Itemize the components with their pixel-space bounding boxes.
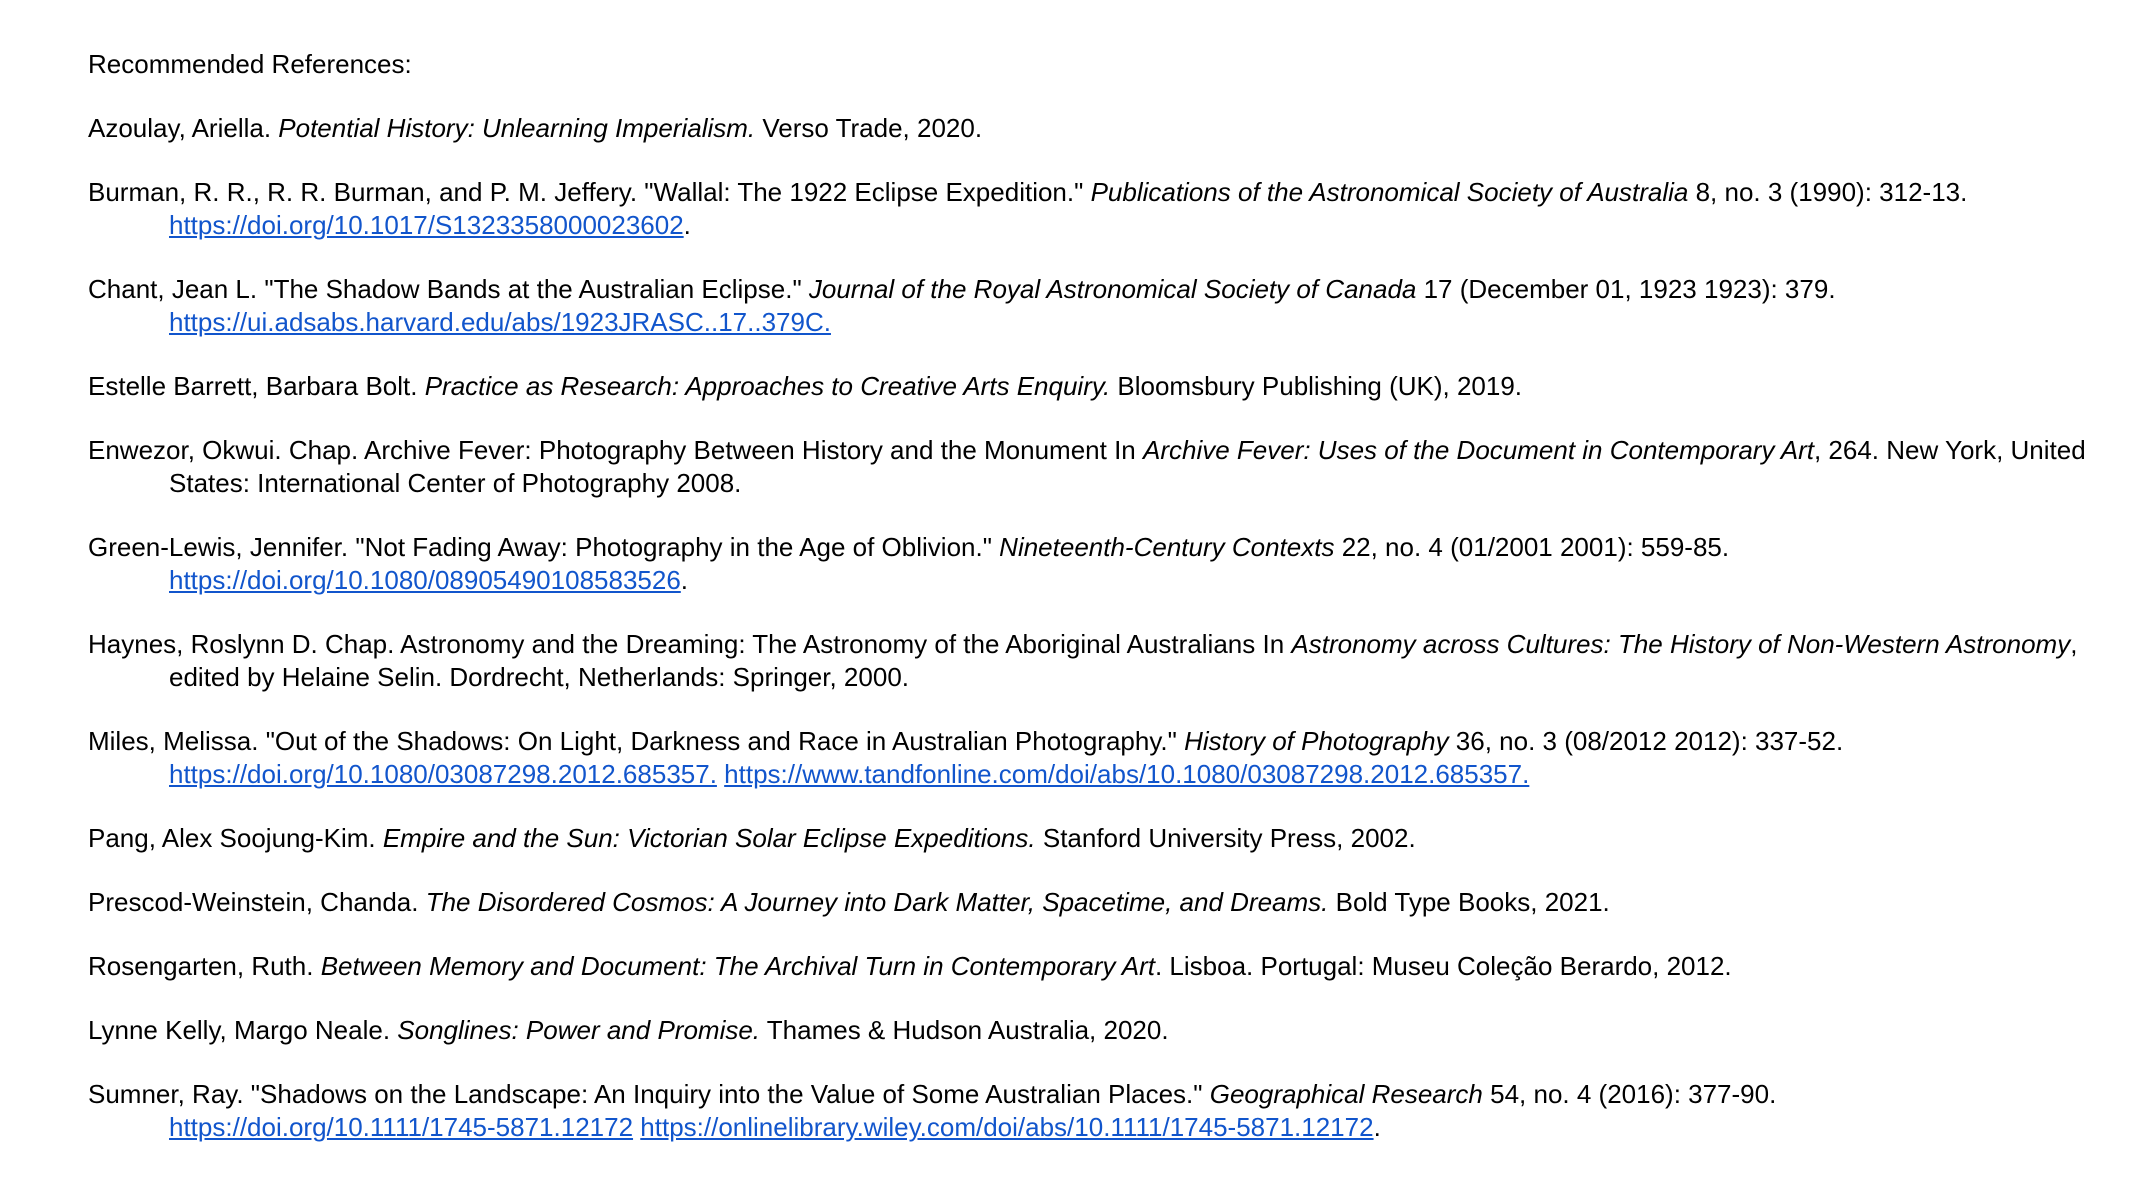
reference-link[interactable]: https://doi.org/10.1017/S1323358000023602 xyxy=(169,210,684,240)
reference-entry xyxy=(88,434,2088,500)
reference-authors: Prescod-Weinstein, Chanda. xyxy=(88,887,426,917)
reference-authors: Green-Lewis, Jennifer. "Not Fading Away: Photography in the Age of Oblivion." xyxy=(88,532,1000,562)
reference-end-punctuation: . xyxy=(683,210,691,240)
reference-entry xyxy=(88,950,2088,983)
reference-entry xyxy=(88,1014,2088,1047)
reference-entry xyxy=(88,370,2088,403)
reference-entry xyxy=(88,531,2088,597)
reference-end-punctuation: . xyxy=(1373,1112,1381,1142)
references-page xyxy=(88,48,2088,1175)
reference-authors: Chant, Jean L. "The Shadow Bands at the Australian Eclipse." xyxy=(88,274,809,304)
reference-title: The Disordered Cosmos: A Journey into Dark Matter, Spacetime, and Dreams. xyxy=(425,887,1329,917)
reference-link[interactable]: https://doi.org/10.1080/03087298.2012.685357. xyxy=(169,759,717,789)
reference-link[interactable]: https://ui.adsabs.harvard.edu/abs/1923JRASC..17..379C. xyxy=(169,307,831,337)
reference-details: 8, no. 3 (1990): 312-13. xyxy=(1688,177,1968,207)
reference-details: Bloomsbury Publishing (UK), 2019. xyxy=(1110,371,1523,401)
reference-entry xyxy=(88,725,2088,791)
reference-details: 22, no. 4 (01/2001 2001): 559-85. xyxy=(1334,532,1730,562)
reference-details: 36, no. 3 (08/2012 2012): 337-52. xyxy=(1448,726,1844,756)
reference-link[interactable]: https://onlinelibrary.wiley.com/doi/abs/10.1111/1745-5871.12172 xyxy=(640,1112,1374,1142)
reference-link[interactable]: https://www.tandfonline.com/doi/abs/10.1080/03087298.2012.685357. xyxy=(724,759,1530,789)
reference-title: Between Memory and Document: The Archival Turn in Contemporary Art xyxy=(320,951,1155,981)
reference-entry xyxy=(88,822,2088,855)
references-list xyxy=(88,112,2088,1144)
reference-title: Potential History: Unlearning Imperialism. xyxy=(278,113,756,143)
reference-details: Stanford University Press, 2002. xyxy=(1035,823,1416,853)
reference-authors: Azoulay, Ariella. xyxy=(88,113,279,143)
reference-authors: Estelle Barrett, Barbara Bolt. xyxy=(88,371,425,401)
reference-details: 17 (December 01, 1923 1923): 379. xyxy=(1416,274,1836,304)
page-heading: Recommended References: xyxy=(88,49,412,79)
reference-authors: Sumner, Ray. "Shadows on the Landscape: An Inquiry into the Value of Some Australian Places." xyxy=(88,1079,1210,1109)
reference-title: Astronomy across Cultures: The History of Non-Western Astronomy xyxy=(1291,629,2071,659)
reference-link[interactable]: https://doi.org/10.1080/08905490108583526 xyxy=(169,565,681,595)
reference-title: Publications of the Astronomical Society of Australia xyxy=(1090,177,1689,207)
reference-title: Archive Fever: Uses of the Document in Contemporary Art xyxy=(1142,435,1814,465)
reference-entry xyxy=(88,628,2088,694)
reference-details: . Lisboa. Portugal: Museu Coleção Berardo, 2012. xyxy=(1154,951,1732,981)
reference-details: Verso Trade, 2020. xyxy=(755,113,983,143)
reference-entry xyxy=(88,176,2088,242)
reference-authors: Burman, R. R., R. R. Burman, and P. M. Jeffery. "Wallal: The 1922 Eclipse Expedition." xyxy=(88,177,1091,207)
reference-authors: Rosengarten, Ruth. xyxy=(88,951,321,981)
reference-title: Geographical Research xyxy=(1209,1079,1483,1109)
reference-authors: Miles, Melissa. "Out of the Shadows: On Light, Darkness and Race in Australian Photography." xyxy=(88,726,1185,756)
reference-authors: Enwezor, Okwui. Chap. Archive Fever: Photography Between History and the Monument In xyxy=(88,435,1143,465)
reference-details: Bold Type Books, 2021. xyxy=(1328,887,1610,917)
reference-details: Thames & Hudson Australia, 2020. xyxy=(760,1015,1169,1045)
reference-entry xyxy=(88,112,2088,145)
reference-details: , 264. New York, United States: International Center of Photography 2008. xyxy=(169,435,2086,498)
reference-details: , edited by Helaine Selin. Dordrecht, Netherlands: Springer, 2000. xyxy=(169,629,2078,692)
reference-details: 54, no. 4 (2016): 377-90. xyxy=(1482,1079,1777,1109)
reference-entry xyxy=(88,1078,2088,1144)
reference-title: Practice as Research: Approaches to Creative Arts Enquiry. xyxy=(424,371,1111,401)
reference-title: Songlines: Power and Promise. xyxy=(397,1015,761,1045)
reference-entry xyxy=(88,273,2088,339)
reference-title: Nineteenth-Century Contexts xyxy=(999,532,1335,562)
reference-authors: Pang, Alex Soojung-Kim. xyxy=(88,823,383,853)
reference-title: History of Photography xyxy=(1184,726,1449,756)
reference-title: Journal of the Royal Astronomical Society of Canada xyxy=(808,274,1417,304)
reference-title: Empire and the Sun: Victorian Solar Eclipse Expeditions. xyxy=(382,823,1036,853)
reference-link[interactable]: https://doi.org/10.1111/1745-5871.12172 xyxy=(169,1112,634,1142)
reference-authors: Lynne Kelly, Margo Neale. xyxy=(88,1015,398,1045)
reference-end-punctuation: . xyxy=(680,565,689,595)
reference-authors: Haynes, Roslynn D. Chap. Astronomy and the Dreaming: The Astronomy of the Aboriginal Australians In xyxy=(88,629,1292,659)
reference-entry xyxy=(88,886,2088,919)
